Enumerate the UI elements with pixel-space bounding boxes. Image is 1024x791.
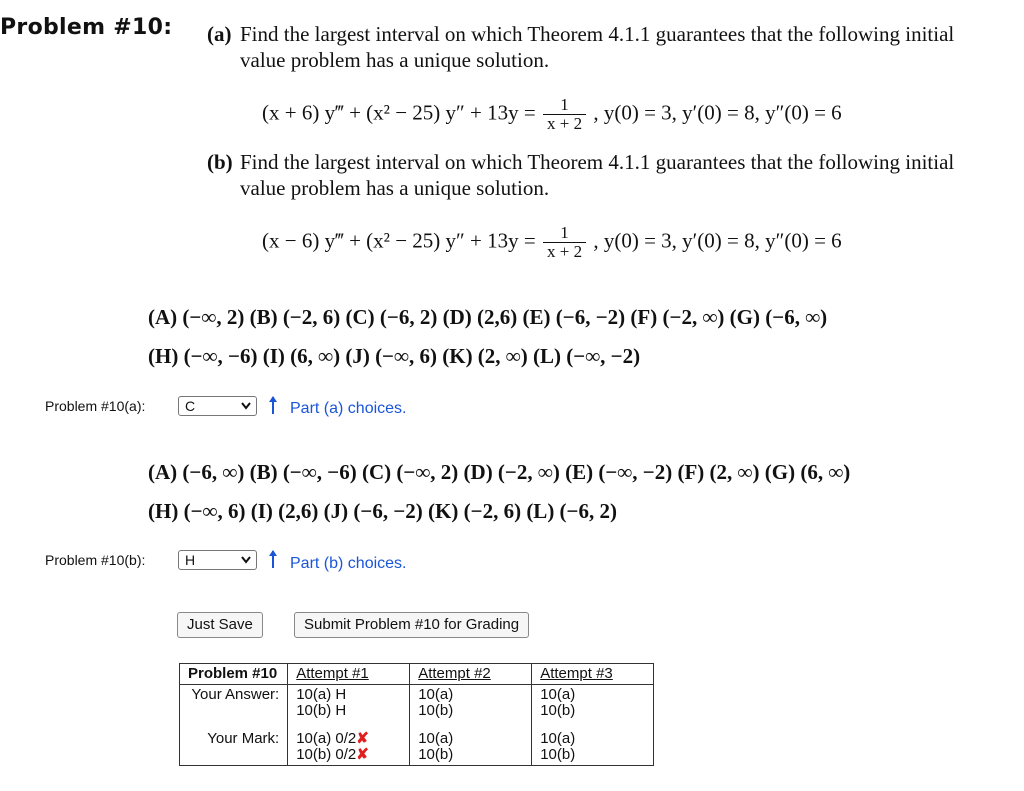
just-save-button[interactable]: Just Save — [177, 612, 263, 638]
attempt-3-mark-a: 10(a) — [540, 730, 576, 747]
part-b-choices-link[interactable]: Part (b) choices. — [290, 555, 407, 572]
part-a-choices-link[interactable]: Part (a) choices. — [290, 400, 407, 417]
equation-b-initial-conditions: , y(0) = 3, y′(0) = 8, y″(0) = 6 — [593, 228, 842, 253]
your-answer-label: Your Answer: — [180, 685, 288, 722]
attempt-2-answer — [410, 685, 532, 722]
part-a-text-line1: Find the largest interval on which Theorem 4.1.1 guarantees that the following initial — [240, 22, 955, 46]
attempt-3-column-header[interactable]: Attempt #3 — [532, 664, 654, 685]
equation-b-numerator: 1 — [543, 224, 586, 243]
equation-a-fraction — [543, 96, 586, 133]
equation-a-denominator: x + 2 — [546, 114, 583, 133]
attempt-1-answer-a: 10(a) H — [296, 686, 347, 703]
attempt-3-mark-b: 10(b) — [540, 746, 576, 763]
attempts-table — [179, 663, 654, 766]
choices-b-row1: (A) (−6, ∞) (B) (−∞, −6) (C) (−∞, 2) (D) (−2, ∞) (E) (−∞, −2) (F) (2, ∞) (G) (6, ∞) — [148, 460, 851, 484]
answer-a-select[interactable] — [178, 396, 257, 416]
attempt-1-column-header[interactable]: Attempt #1 — [288, 664, 410, 685]
equation-a-lhs: (x + 6) y‴ + (x² − 25) y″ + 13y = — [262, 100, 536, 125]
attempt-3-answer — [532, 685, 654, 722]
answer-b-select[interactable] — [178, 550, 257, 570]
answer-a-label: Problem #10(a): — [45, 398, 146, 414]
wrong-x-icon: ✘ — [356, 746, 369, 763]
equation-b — [262, 224, 842, 261]
table-row — [180, 685, 654, 722]
attempts-table-header: Problem #10 — [180, 664, 288, 685]
chevron-down-icon — [240, 397, 252, 418]
attempt-1-answer — [288, 685, 410, 722]
your-mark-label: Your Mark: — [180, 721, 288, 766]
choices-b-row2: (H) (−∞, 6) (I) (2,6) (J) (−6, −2) (K) (−2, 6) (L) (−6, 2) — [148, 499, 618, 523]
attempt-1-mark-b: 10(b) 0/2✘ — [296, 746, 369, 763]
part-b-text-line2: value problem has a unique solution. — [240, 176, 550, 200]
attempt-3-answer-b: 10(b) — [540, 702, 576, 719]
equation-a-initial-conditions: , y(0) = 3, y′(0) = 8, y″(0) = 6 — [593, 100, 842, 125]
equation-b-fraction — [543, 224, 586, 261]
attempt-1-mark-a: 10(a) 0/2✘ — [296, 730, 369, 747]
up-arrow-icon — [268, 395, 278, 420]
submit-for-grading-button[interactable]: Submit Problem #10 for Grading — [294, 612, 529, 638]
equation-a — [262, 96, 842, 133]
equation-b-denominator: x + 2 — [546, 242, 583, 261]
part-a-label: (a) — [207, 22, 232, 46]
wrong-x-icon: ✘ — [356, 730, 369, 747]
attempt-3-mark — [532, 721, 654, 766]
table-row — [180, 721, 654, 766]
attempt-1-mark — [288, 721, 410, 766]
attempt-1-answer-b: 10(b) H — [296, 702, 347, 719]
part-b-label: (b) — [207, 150, 233, 174]
attempt-2-mark — [410, 721, 532, 766]
table-row — [180, 664, 654, 685]
equation-a-numerator: 1 — [543, 96, 586, 115]
attempt-2-answer-b: 10(b) — [418, 702, 454, 719]
attempt-3-answer-a: 10(a) — [540, 686, 576, 703]
choices-a-row1: (A) (−∞, 2) (B) (−2, 6) (C) (−6, 2) (D) (2,6) (E) (−6, −2) (F) (−2, ∞) (G) (−6, ∞) — [148, 305, 828, 329]
equation-b-lhs: (x − 6) y‴ + (x² − 25) y″ + 13y = — [262, 228, 536, 253]
answer-b-selected-value: H — [185, 552, 196, 568]
part-b-text-line1: Find the largest interval on which Theorem 4.1.1 guarantees that the following initial — [240, 150, 955, 174]
answer-a-selected-value: C — [185, 398, 196, 414]
choices-a-row2: (H) (−∞, −6) (I) (6, ∞) (J) (−∞, 6) (K) (2, ∞) (L) (−∞, −2) — [148, 344, 641, 368]
attempt-2-mark-b: 10(b) — [418, 746, 454, 763]
part-a-text-line2: value problem has a unique solution. — [240, 48, 550, 72]
problem-heading: Problem #10: — [0, 15, 173, 40]
answer-b-label: Problem #10(b): — [45, 552, 146, 568]
attempt-2-mark-a: 10(a) — [418, 730, 454, 747]
up-arrow-icon — [268, 549, 278, 574]
attempt-2-answer-a: 10(a) — [418, 686, 454, 703]
chevron-down-icon — [240, 551, 252, 572]
attempt-2-column-header[interactable]: Attempt #2 — [410, 664, 532, 685]
